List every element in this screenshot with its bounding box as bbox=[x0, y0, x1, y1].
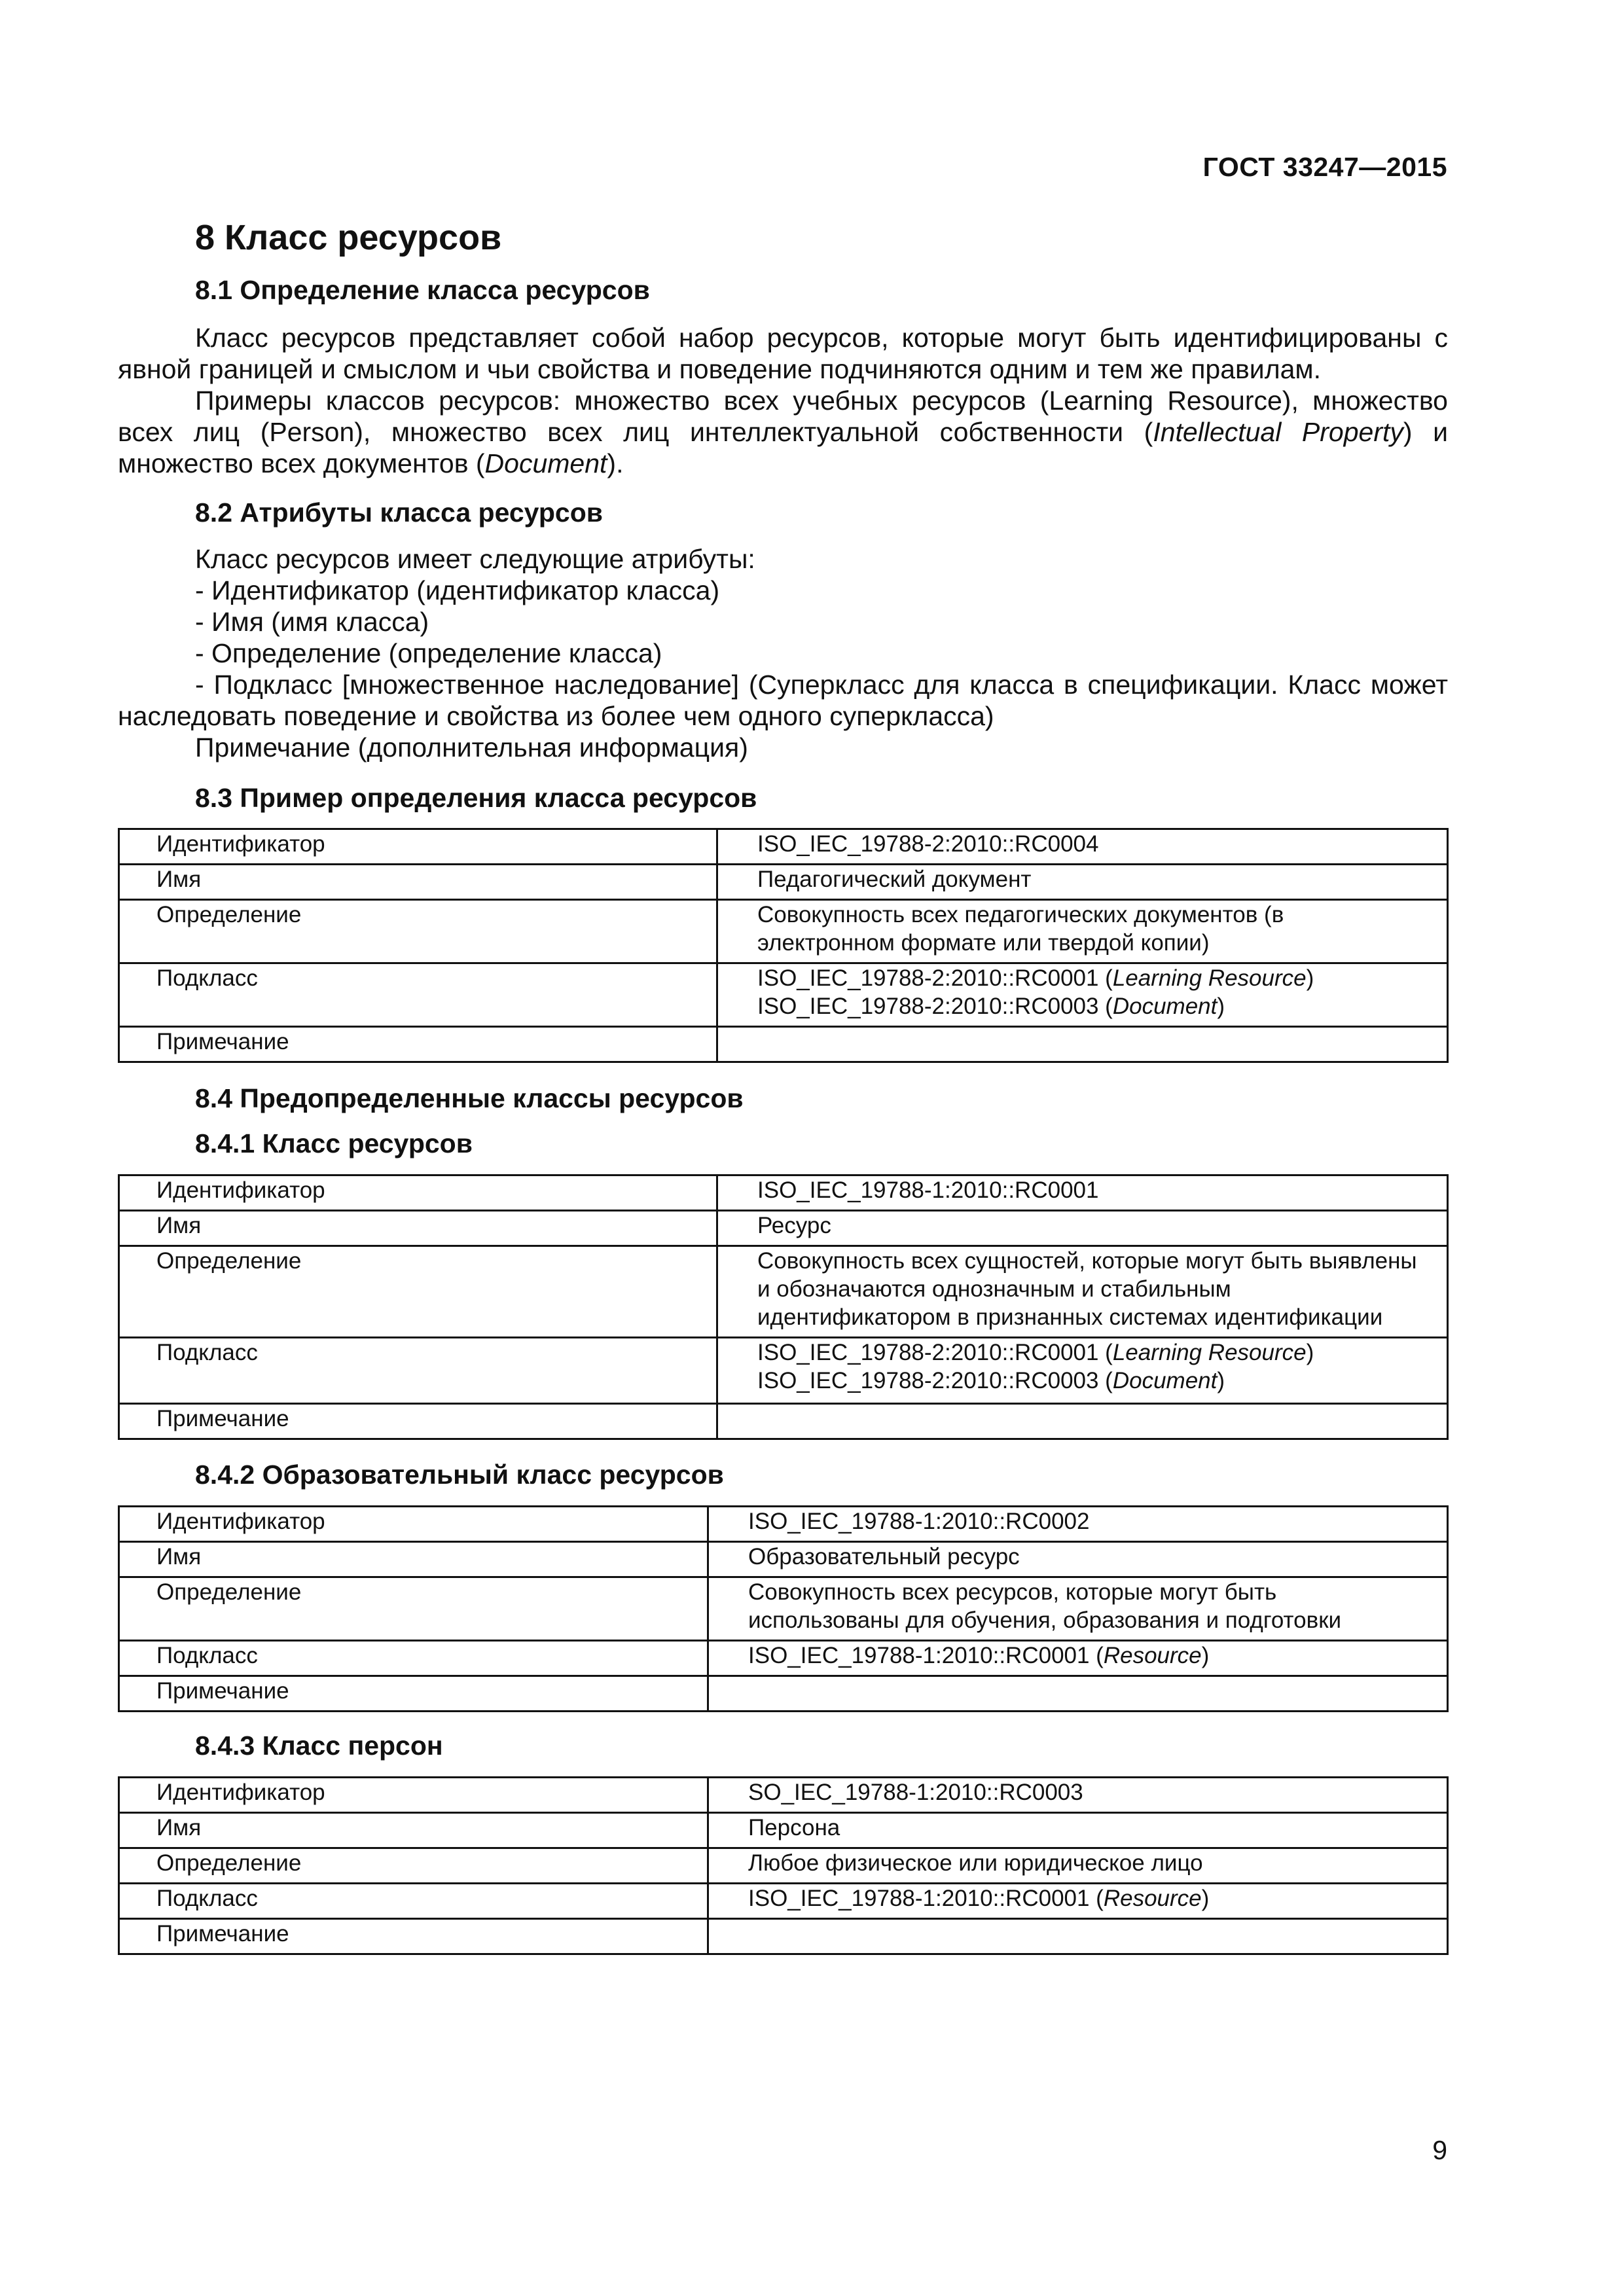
row-value: SO_IEC_19788-1:2010::RC0003 bbox=[708, 1778, 1448, 1813]
row-value bbox=[717, 1027, 1448, 1062]
row-label: Подкласс bbox=[119, 1641, 708, 1676]
table-row bbox=[119, 1507, 1448, 1542]
row-label: Подкласс bbox=[119, 963, 717, 1027]
row-value: Совокупность всех педагогических документов (в электронном формате или твердой копии) bbox=[717, 900, 1448, 963]
row-value: ISO_IEC_19788-1:2010::RC0001 (Resource) bbox=[708, 1884, 1448, 1919]
table-row bbox=[119, 1641, 1448, 1676]
table-row bbox=[119, 865, 1448, 900]
row-value: Совокупность всех сущностей, которые могут быть выявлены и обозначаются однозначным и стабильным идентификатором в признанных системах идентификации bbox=[717, 1246, 1448, 1338]
attribute-item: - Имя (имя класса) bbox=[195, 607, 429, 637]
row-value bbox=[708, 1919, 1448, 1954]
row-label: Идентификатор bbox=[119, 1778, 708, 1813]
subsection-8-1-title: 8.1 Определение класса ресурсов bbox=[195, 275, 650, 305]
row-label: Идентификатор bbox=[119, 1175, 717, 1211]
table-row bbox=[119, 1813, 1448, 1848]
row-label: Примечание bbox=[119, 1027, 717, 1062]
row-label: Идентификатор bbox=[119, 1507, 708, 1542]
row-label: Подкласс bbox=[119, 1884, 708, 1919]
row-label: Определение bbox=[119, 1577, 708, 1641]
row-label: Примечание bbox=[119, 1919, 708, 1954]
row-value: Образовательный ресурс bbox=[708, 1542, 1448, 1577]
row-label: Имя bbox=[119, 1813, 708, 1848]
row-value: Педагогический документ bbox=[717, 865, 1448, 900]
table-8-4-1 bbox=[118, 1174, 1449, 1440]
attribute-item: - Определение (определение класса) bbox=[195, 638, 662, 668]
table-row bbox=[119, 1848, 1448, 1884]
table-row bbox=[119, 1577, 1448, 1641]
table-row bbox=[119, 1884, 1448, 1919]
row-label: Определение bbox=[119, 1848, 708, 1884]
subsection-8-4-2-title: 8.4.2 Образовательный класс ресурсов bbox=[195, 1460, 724, 1490]
row-value bbox=[717, 1404, 1448, 1439]
table-8-3 bbox=[118, 828, 1449, 1063]
row-value: ISO_IEC_19788-2:2010::RC0001 (Learning Resource) ISO_IEC_19788-2:2010::RC0003 (Document) bbox=[717, 963, 1448, 1027]
row-value: ISO_IEC_19788-1:2010::RC0001 (Resource) bbox=[708, 1641, 1448, 1676]
row-label: Имя bbox=[119, 865, 717, 900]
table-row bbox=[119, 963, 1448, 1027]
subsection-8-4-3-title: 8.4.3 Класс персон bbox=[195, 1731, 443, 1761]
table-row bbox=[119, 1246, 1448, 1338]
section-title: 8 Класс ресурсов bbox=[195, 218, 502, 257]
row-value: ISO_IEC_19788-1:2010::RC0001 bbox=[717, 1175, 1448, 1211]
table-row bbox=[119, 900, 1448, 963]
paragraph-8-1-2: Примеры классов ресурсов: множество всех учебных ресурсов (Learning Resource), множество всех лиц (Person), множество всех лиц интеллектуальной собственности (Intellectual Property) и множество всех документов (Document). bbox=[118, 386, 1448, 478]
row-value: Ресурс bbox=[717, 1211, 1448, 1246]
row-value: Совокупность всех ресурсов, которые могут быть использованы для обучения, образования и подготовки bbox=[708, 1577, 1448, 1641]
row-value: Любое физическое или юридическое лицо bbox=[708, 1848, 1448, 1884]
table-row bbox=[119, 1338, 1448, 1404]
page-number: 9 bbox=[1432, 2135, 1447, 2165]
paragraph-8-1-1: Класс ресурсов представляет собой набор ресурсов, которые могут быть идентифицированы с явной границей и смыслом и чьи свойства и поведение подчиняются одним и тем же правилам. bbox=[118, 323, 1448, 384]
table-8-4-2 bbox=[118, 1505, 1449, 1712]
document-code: ГОСТ 33247—2015 bbox=[1202, 152, 1447, 182]
row-value bbox=[708, 1676, 1448, 1712]
row-label: Имя bbox=[119, 1211, 717, 1246]
row-label: Определение bbox=[119, 900, 717, 963]
table-row bbox=[119, 829, 1448, 865]
table-8-4-3 bbox=[118, 1776, 1449, 1955]
table-row bbox=[119, 1211, 1448, 1246]
row-label: Примечание bbox=[119, 1404, 717, 1439]
table-row bbox=[119, 1919, 1448, 1954]
table-row bbox=[119, 1676, 1448, 1712]
subsection-8-3-title: 8.3 Пример определения класса ресурсов bbox=[195, 783, 757, 813]
subsection-8-2-title: 8.2 Атрибуты класса ресурсов bbox=[195, 497, 603, 528]
subsection-8-4-1-title: 8.4.1 Класс ресурсов bbox=[195, 1128, 473, 1158]
attributes-intro: Класс ресурсов имеет следующие атрибуты: bbox=[195, 544, 755, 574]
row-value: ISO_IEC_19788-1:2010::RC0002 bbox=[708, 1507, 1448, 1542]
table-row bbox=[119, 1404, 1448, 1439]
row-label: Подкласс bbox=[119, 1338, 717, 1404]
table-row bbox=[119, 1175, 1448, 1211]
row-value: ISO_IEC_19788-2:2010::RC0004 bbox=[717, 829, 1448, 865]
attribute-item: - Идентификатор (идентификатор класса) bbox=[195, 575, 720, 605]
row-value: Персона bbox=[708, 1813, 1448, 1848]
row-label: Примечание bbox=[119, 1676, 708, 1712]
table-row bbox=[119, 1542, 1448, 1577]
row-label: Определение bbox=[119, 1246, 717, 1338]
row-label: Имя bbox=[119, 1542, 708, 1577]
table-row bbox=[119, 1027, 1448, 1062]
row-label: Идентификатор bbox=[119, 829, 717, 865]
attribute-item: - Подкласс [множественное наследование] (Суперкласс для класса в спецификации. Класс может наследовать поведение и свойства из более чем одного суперкласса) bbox=[118, 670, 1448, 731]
row-value: ISO_IEC_19788-2:2010::RC0001 (Learning Resource) ISO_IEC_19788-2:2010::RC0003 (Document) bbox=[717, 1338, 1448, 1404]
table-row bbox=[119, 1778, 1448, 1813]
subsection-8-4-title: 8.4 Предопределенные классы ресурсов bbox=[195, 1083, 744, 1113]
attribute-item: Примечание (дополнительная информация) bbox=[195, 732, 748, 762]
